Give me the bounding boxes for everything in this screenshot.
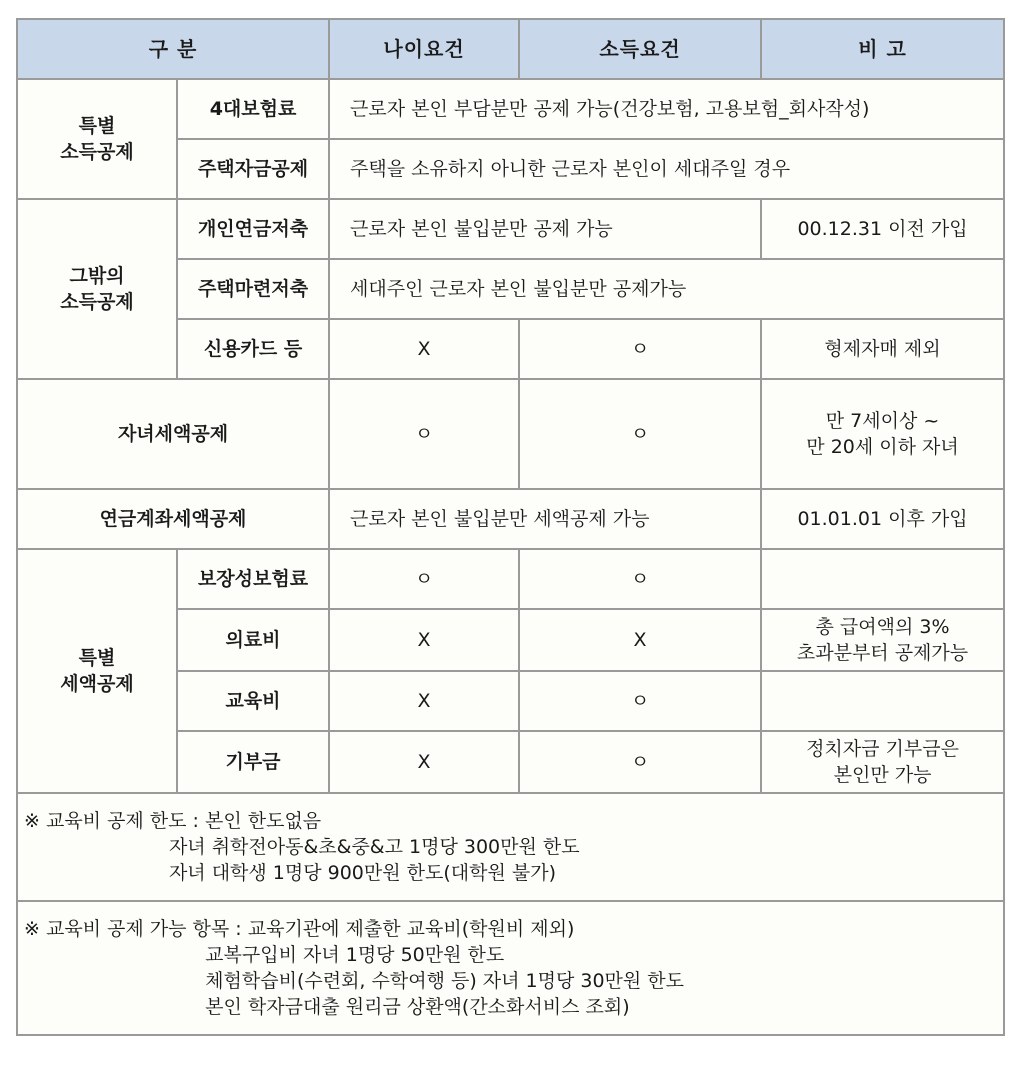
income-requirement: X	[519, 609, 761, 671]
item-content: 근로자 본인 부담분만 공제 가능(건강보험, 고용보험_회사작성)	[329, 79, 1004, 139]
category-other-income	[17, 199, 177, 379]
item-label: 주택마련저축	[177, 259, 329, 319]
item-content: 세대주인 근로자 본인 불입분만 공제가능	[329, 259, 1004, 319]
category-line: 그밖의	[69, 265, 125, 287]
category-special-income	[17, 79, 177, 199]
item-content: 근로자 본인 불입분만 공제 가능	[329, 199, 761, 259]
category-line: 특별	[78, 115, 116, 137]
remark-line: 본인만 가능	[833, 764, 932, 786]
note-line: 체험학습비(수련회, 수학여행 등) 자녀 1명당 30만원 한도	[24, 970, 684, 992]
income-requirement: ㅇ	[519, 549, 761, 609]
remark-line: 만 20세 이하 자녀	[806, 436, 959, 458]
item-remark	[761, 731, 1004, 793]
remark-line: 초과분부터 공제가능	[796, 642, 969, 664]
age-requirement: ㅇ	[329, 549, 519, 609]
note-line: 자녀 대학생 1명당 900만원 한도(대학원 불가)	[24, 862, 556, 884]
header-remark: 비 고	[761, 19, 1004, 79]
item-label: 교육비	[177, 671, 329, 731]
age-requirement: ㅇ	[329, 379, 519, 489]
note-line: 본인 학자금대출 원리금 상환액(간소화서비스 조회)	[24, 996, 630, 1018]
category-special-tax	[17, 549, 177, 793]
item-remark	[761, 549, 1004, 609]
deduction-table-container	[16, 18, 1003, 1036]
category-line: 소득공제	[60, 141, 134, 163]
note-row-limit	[17, 793, 1004, 901]
header-row	[17, 19, 1004, 79]
item-remark	[761, 379, 1004, 489]
item-remark: 00.12.31 이전 가입	[761, 199, 1004, 259]
note-line: ※ 교육비 공제 한도 : 본인 한도없음	[24, 810, 322, 832]
table-row	[17, 549, 1004, 609]
note-row-items	[17, 901, 1004, 1035]
item-remark: 01.01.01 이후 가입	[761, 489, 1004, 549]
item-remark: 형제자매 제외	[761, 319, 1004, 379]
category-line: 소득공제	[60, 291, 134, 313]
item-label: 신용카드 등	[177, 319, 329, 379]
item-label: 주택자금공제	[177, 139, 329, 199]
note-education-items	[17, 901, 1004, 1035]
income-requirement: ㅇ	[519, 731, 761, 793]
item-remark	[761, 671, 1004, 731]
note-line: 자녀 취학전아동&초&중&고 1명당 300만원 한도	[24, 836, 580, 858]
note-education-limit	[17, 793, 1004, 901]
note-line: 교복구입비 자녀 1명당 50만원 한도	[24, 944, 505, 966]
note-line: ※ 교육비 공제 가능 항목 : 교육기관에 제출한 교육비(학원비 제외)	[24, 918, 575, 940]
income-requirement: ㅇ	[519, 319, 761, 379]
header-age: 나이요건	[329, 19, 519, 79]
age-requirement: X	[329, 319, 519, 379]
age-requirement: X	[329, 671, 519, 731]
age-requirement: X	[329, 731, 519, 793]
table-row	[17, 199, 1004, 259]
item-label: 보장성보험료	[177, 549, 329, 609]
remark-line: 총 급여액의 3%	[815, 616, 950, 638]
item-remark	[761, 609, 1004, 671]
item-label: 의료비	[177, 609, 329, 671]
age-requirement: X	[329, 609, 519, 671]
category-line: 특별	[78, 647, 116, 669]
remark-line: 만 7세이상 ~	[825, 410, 940, 432]
table-row	[17, 79, 1004, 139]
header-category: 구 분	[17, 19, 329, 79]
item-content: 주택을 소유하지 아니한 근로자 본인이 세대주일 경우	[329, 139, 1004, 199]
deduction-table	[16, 18, 1005, 1036]
table-row	[17, 489, 1004, 549]
item-label: 연금계좌세액공제	[17, 489, 329, 549]
item-label: 개인연금저축	[177, 199, 329, 259]
item-label: 기부금	[177, 731, 329, 793]
table-row	[17, 379, 1004, 489]
header-income: 소득요건	[519, 19, 761, 79]
remark-line: 정치자금 기부금은	[806, 738, 959, 760]
income-requirement: ㅇ	[519, 379, 761, 489]
category-line: 세액공제	[60, 673, 134, 695]
item-label: 자녀세액공제	[17, 379, 329, 489]
income-requirement: ㅇ	[519, 671, 761, 731]
item-content: 근로자 본인 불입분만 세액공제 가능	[329, 489, 761, 549]
item-label: 4대보험료	[177, 79, 329, 139]
